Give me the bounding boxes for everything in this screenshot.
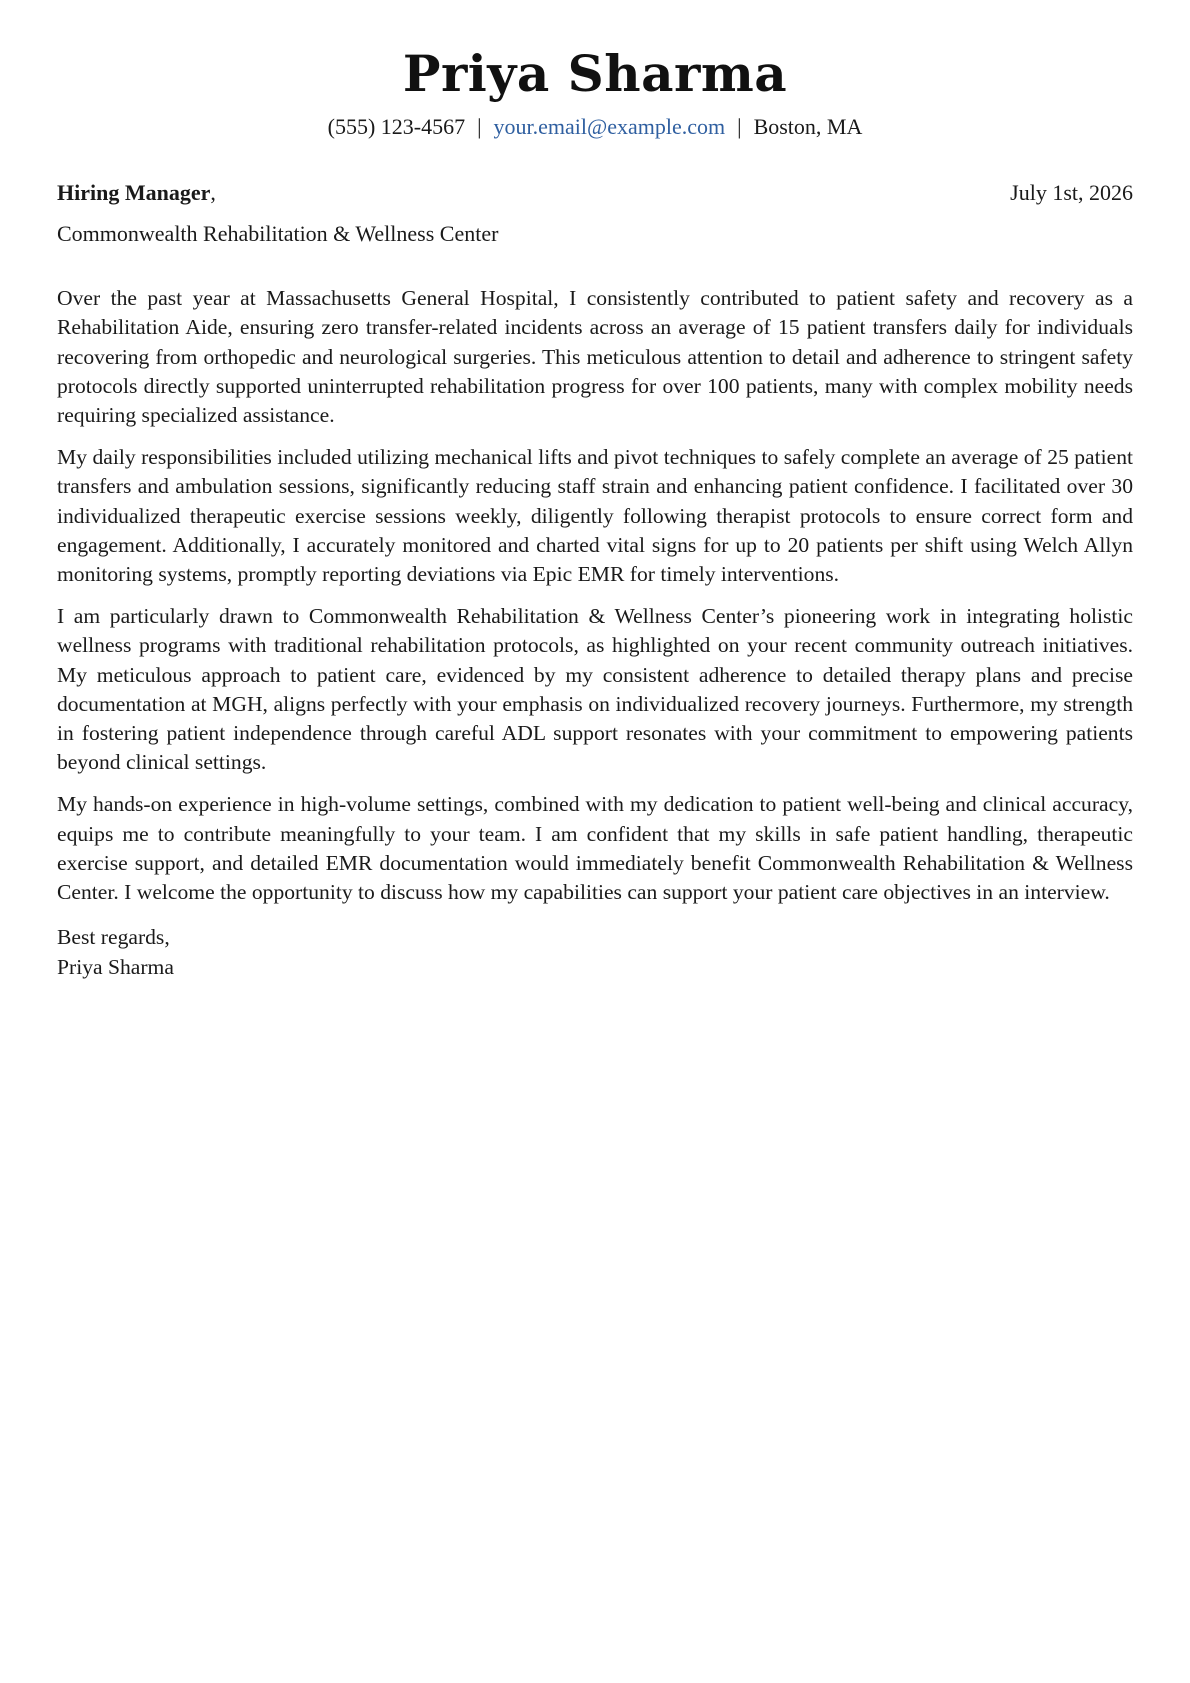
email-link[interactable]: your.email@example.com (493, 114, 726, 139)
recipient-row (57, 178, 1133, 208)
recipient-title: Hiring Manager (57, 180, 211, 205)
body-paragraph: I am particularly drawn to Commonwealth Rehabilitation & Wellness Center’s pioneering work in integrating holistic wellness programs with traditional rehabilitation protocols, as highlighted on your recent community outreach initiatives. My meticulous approach to patient care, evidenced by my consistent adherence to detailed therapy plans and precise documentation at MGH, aligns perfectly with your emphasis on individualized recovery journeys. Furthermore, my strength in fostering patient independence through careful ADL support resonates with your commitment to empowering patients beyond clinical settings. (57, 603, 1133, 775)
closing-signature: Priya Sharma (57, 954, 174, 979)
contact-separator: | (477, 114, 482, 139)
recipient-comma: , (210, 180, 216, 205)
letter-date: July 1st, 2026 (1010, 180, 1133, 205)
closing-salutation: Best regards, (57, 925, 170, 950)
phone-number: (555) 123-4567 (327, 114, 466, 139)
body-paragraph: My hands-on experience in high-volume settings, combined with my dedication to patient well-being and clinical accuracy, equips me to contribute meaningfully to your team. I am confident that my skills in safe patient handling, therapeutic exercise support, and detailed EMR documentation would immediately benefit Commonwealth Rehabilitation & Wellness Center. I welcome the opportunity to discuss how my capabilities can support your patient care objectives in an interview. (57, 792, 1133, 905)
contact-separator: | (737, 114, 742, 139)
contact-line (57, 112, 1133, 142)
body-paragraph: My daily responsibilities included utilizing mechanical lifts and pivot techniques to safely complete an average of 25 patient transfers and ambulation sessions, significantly reducing staff strain and enhancing patient confidence. I facilitated over 30 individualized therapeutic exercise sessions weekly, diligently following therapist protocols to ensure correct form and engagement. Additionally, I accurately monitored and charted vital signs for up to 20 patients per shift using Welch Allyn monitoring systems, promptly reporting deviations via Epic EMR for timely interventions. (57, 444, 1133, 587)
applicant-name: Priya Sharma (402, 44, 788, 103)
letter-body (57, 284, 1133, 982)
recipient-company: Commonwealth Rehabilitation & Wellness Center (57, 221, 499, 246)
location: Boston, MA (753, 114, 863, 139)
closing-block (57, 923, 1133, 982)
recipient-name (57, 178, 216, 208)
body-paragraph: Over the past year at Massachusetts General Hospital, I consistently contributed to patient safety and recovery as a Rehabilitation Aide, ensuring zero transfer-related incidents across an average of 15 patient transfers daily for individuals recovering from orthopedic and neurological surgeries. This meticulous attention to detail and adherence to stringent safety protocols directly supported uninterrupted rehabilitation progress for over 100 patients, many with complex mobility needs requiring specialized assistance. (57, 286, 1133, 428)
